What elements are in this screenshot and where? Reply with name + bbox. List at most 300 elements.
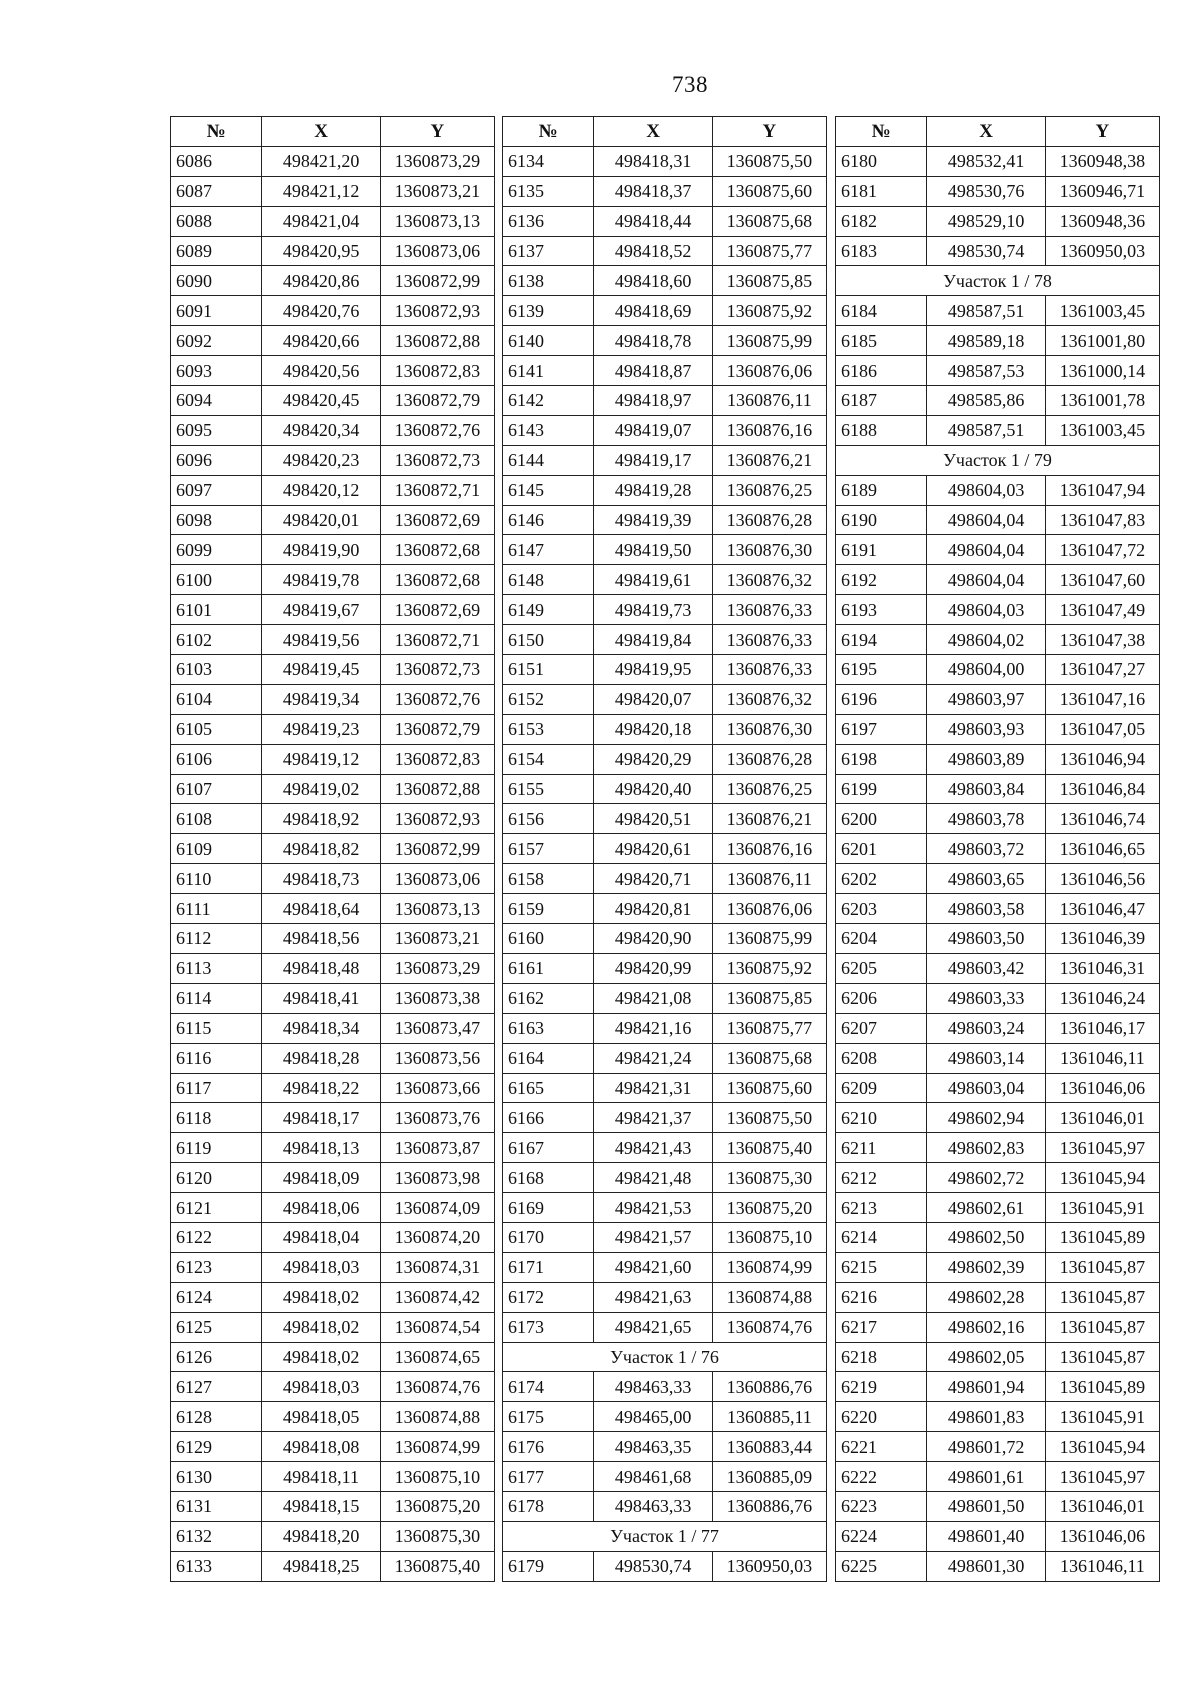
point-number-cell: 6088	[171, 206, 262, 236]
x-coordinate-cell: 498419,67	[262, 595, 380, 625]
point-number-cell: 6142	[503, 386, 594, 416]
y-coordinate-cell: 1360872,88	[380, 774, 494, 804]
x-coordinate-cell: 498418,04	[262, 1222, 380, 1252]
point-number-cell: 6184	[836, 296, 927, 326]
column-header-y: Y	[380, 117, 494, 147]
point-number-cell: 6115	[171, 1013, 262, 1043]
y-coordinate-cell: 1360876,28	[712, 505, 826, 535]
y-coordinate-cell: 1360875,20	[380, 1491, 494, 1521]
y-coordinate-cell: 1360873,56	[380, 1043, 494, 1073]
x-coordinate-cell: 498603,04	[927, 1073, 1045, 1103]
point-number-cell: 6093	[171, 356, 262, 386]
table-row	[171, 1043, 495, 1073]
point-number-cell: 6150	[503, 625, 594, 655]
point-number-cell: 6222	[836, 1462, 927, 1492]
x-coordinate-cell: 498420,40	[594, 774, 712, 804]
x-coordinate-cell: 498602,39	[927, 1252, 1045, 1282]
x-coordinate-cell: 498420,95	[262, 236, 380, 266]
x-coordinate-cell: 498603,65	[927, 864, 1045, 894]
x-coordinate-cell: 498418,44	[594, 206, 712, 236]
point-number-cell: 6132	[171, 1521, 262, 1551]
y-coordinate-cell: 1360875,60	[712, 176, 826, 206]
table-row	[503, 415, 827, 445]
point-number-cell: 6216	[836, 1282, 927, 1312]
x-coordinate-cell: 498420,12	[262, 475, 380, 505]
point-number-cell: 6169	[503, 1193, 594, 1223]
table-row	[171, 386, 495, 416]
table-row	[503, 296, 827, 326]
x-coordinate-cell: 498418,28	[262, 1043, 380, 1073]
point-number-cell: 6100	[171, 565, 262, 595]
column-header-number: №	[171, 117, 262, 147]
y-coordinate-cell: 1361047,16	[1045, 684, 1159, 714]
x-coordinate-cell: 498418,08	[262, 1432, 380, 1462]
table-row	[503, 953, 827, 983]
x-coordinate-cell: 498419,45	[262, 655, 380, 685]
y-coordinate-cell: 1361046,31	[1045, 953, 1159, 983]
y-coordinate-cell: 1361003,45	[1045, 296, 1159, 326]
x-coordinate-cell: 498421,65	[594, 1312, 712, 1342]
x-coordinate-cell: 498604,03	[927, 475, 1045, 505]
x-coordinate-cell: 498463,33	[594, 1372, 712, 1402]
x-coordinate-cell: 498602,28	[927, 1282, 1045, 1312]
table-row	[836, 864, 1160, 894]
x-coordinate-cell: 498604,03	[927, 595, 1045, 625]
table-row	[503, 684, 827, 714]
x-coordinate-cell: 498419,50	[594, 535, 712, 565]
table-row	[836, 415, 1160, 445]
table-row	[836, 894, 1160, 924]
point-number-cell: 6176	[503, 1432, 594, 1462]
table-row	[503, 1073, 827, 1103]
y-coordinate-cell: 1360875,99	[712, 924, 826, 954]
table-row	[503, 894, 827, 924]
point-number-cell: 6219	[836, 1372, 927, 1402]
section-header-row	[503, 1342, 827, 1372]
x-coordinate-cell: 498420,56	[262, 356, 380, 386]
point-number-cell: 6207	[836, 1013, 927, 1043]
x-coordinate-cell: 498420,51	[594, 804, 712, 834]
table-row	[171, 894, 495, 924]
point-number-cell: 6204	[836, 924, 927, 954]
y-coordinate-cell: 1360873,21	[380, 924, 494, 954]
point-number-cell: 6178	[503, 1491, 594, 1521]
x-coordinate-cell: 498420,01	[262, 505, 380, 535]
x-coordinate-cell: 498420,86	[262, 266, 380, 296]
table-row	[503, 1252, 827, 1282]
section-header-row	[836, 266, 1160, 296]
point-number-cell: 6181	[836, 176, 927, 206]
table-row	[503, 206, 827, 236]
x-coordinate-cell: 498420,71	[594, 864, 712, 894]
table-row	[171, 1342, 495, 1372]
column-header-x: X	[594, 117, 712, 147]
point-number-cell: 6206	[836, 983, 927, 1013]
column-header-x: X	[262, 117, 380, 147]
point-number-cell: 6201	[836, 834, 927, 864]
table-row	[171, 864, 495, 894]
point-number-cell: 6173	[503, 1312, 594, 1342]
x-coordinate-cell: 498418,06	[262, 1193, 380, 1223]
point-number-cell: 6194	[836, 625, 927, 655]
y-coordinate-cell: 1360876,33	[712, 625, 826, 655]
x-coordinate-cell: 498418,05	[262, 1402, 380, 1432]
x-coordinate-cell: 498421,57	[594, 1222, 712, 1252]
point-number-cell: 6127	[171, 1372, 262, 1402]
y-coordinate-cell: 1361046,47	[1045, 894, 1159, 924]
table-row	[503, 475, 827, 505]
point-number-cell: 6224	[836, 1521, 927, 1551]
x-coordinate-cell: 498602,05	[927, 1342, 1045, 1372]
table-row	[836, 1282, 1160, 1312]
y-coordinate-cell: 1360874,76	[712, 1312, 826, 1342]
y-coordinate-cell: 1360872,71	[380, 625, 494, 655]
table-row	[836, 1163, 1160, 1193]
x-coordinate-cell: 498603,84	[927, 774, 1045, 804]
point-number-cell: 6165	[503, 1073, 594, 1103]
point-number-cell: 6203	[836, 894, 927, 924]
x-coordinate-cell: 498604,02	[927, 625, 1045, 655]
point-number-cell: 6182	[836, 206, 927, 236]
y-coordinate-cell: 1360873,76	[380, 1103, 494, 1133]
y-coordinate-cell: 1360876,16	[712, 834, 826, 864]
table-row	[171, 1222, 495, 1252]
y-coordinate-cell: 1360948,36	[1045, 206, 1159, 236]
point-number-cell: 6218	[836, 1342, 927, 1372]
y-coordinate-cell: 1360950,03	[1045, 236, 1159, 266]
x-coordinate-cell: 498421,43	[594, 1133, 712, 1163]
point-number-cell: 6160	[503, 924, 594, 954]
table-row	[171, 1163, 495, 1193]
x-coordinate-cell: 498463,33	[594, 1491, 712, 1521]
point-number-cell: 6147	[503, 535, 594, 565]
x-coordinate-cell: 498418,03	[262, 1372, 380, 1402]
table-row	[836, 625, 1160, 655]
x-coordinate-cell: 498419,78	[262, 565, 380, 595]
point-number-cell: 6210	[836, 1103, 927, 1133]
table-row	[171, 834, 495, 864]
table-row	[171, 744, 495, 774]
table-row	[836, 1103, 1160, 1133]
point-number-cell: 6196	[836, 684, 927, 714]
table-row	[171, 1133, 495, 1163]
point-number-cell: 6091	[171, 296, 262, 326]
y-coordinate-cell: 1360872,93	[380, 804, 494, 834]
y-coordinate-cell: 1360875,60	[712, 1073, 826, 1103]
y-coordinate-cell: 1360876,30	[712, 535, 826, 565]
y-coordinate-cell: 1360875,68	[712, 206, 826, 236]
y-coordinate-cell: 1361046,39	[1045, 924, 1159, 954]
table-row	[836, 146, 1160, 176]
point-number-cell: 6209	[836, 1073, 927, 1103]
table-row	[836, 1432, 1160, 1462]
x-coordinate-cell: 498421,24	[594, 1043, 712, 1073]
y-coordinate-cell: 1361047,83	[1045, 505, 1159, 535]
y-coordinate-cell: 1360875,77	[712, 1013, 826, 1043]
point-number-cell: 6168	[503, 1163, 594, 1193]
y-coordinate-cell: 1360873,98	[380, 1163, 494, 1193]
point-number-cell: 6163	[503, 1013, 594, 1043]
y-coordinate-cell: 1360872,73	[380, 445, 494, 475]
point-number-cell: 6128	[171, 1402, 262, 1432]
y-coordinate-cell: 1360872,76	[380, 415, 494, 445]
y-coordinate-cell: 1360874,42	[380, 1282, 494, 1312]
table-row	[171, 1402, 495, 1432]
point-number-cell: 6120	[171, 1163, 262, 1193]
table-row	[171, 625, 495, 655]
y-coordinate-cell: 1361046,17	[1045, 1013, 1159, 1043]
point-number-cell: 6105	[171, 714, 262, 744]
point-number-cell: 6111	[171, 894, 262, 924]
y-coordinate-cell: 1360875,92	[712, 953, 826, 983]
x-coordinate-cell: 498418,73	[262, 864, 380, 894]
table-row	[171, 1521, 495, 1551]
point-number-cell: 6130	[171, 1462, 262, 1492]
point-number-cell: 6099	[171, 535, 262, 565]
x-coordinate-cell: 498602,16	[927, 1312, 1045, 1342]
y-coordinate-cell: 1360872,69	[380, 505, 494, 535]
point-number-cell: 6202	[836, 864, 927, 894]
table-row	[171, 924, 495, 954]
x-coordinate-cell: 498532,41	[927, 146, 1045, 176]
y-coordinate-cell: 1360875,77	[712, 236, 826, 266]
y-coordinate-cell: 1360872,88	[380, 326, 494, 356]
y-coordinate-cell: 1361046,65	[1045, 834, 1159, 864]
point-number-cell: 6104	[171, 684, 262, 714]
table-row	[171, 804, 495, 834]
point-number-cell: 6172	[503, 1282, 594, 1312]
table-row	[503, 386, 827, 416]
point-number-cell: 6117	[171, 1073, 262, 1103]
table-row	[836, 475, 1160, 505]
table-row	[503, 1462, 827, 1492]
table-row	[171, 326, 495, 356]
x-coordinate-cell: 498418,22	[262, 1073, 380, 1103]
table-row	[503, 864, 827, 894]
y-coordinate-cell: 1360876,30	[712, 714, 826, 744]
x-coordinate-cell: 498419,02	[262, 774, 380, 804]
table-row	[503, 1043, 827, 1073]
x-coordinate-cell: 498421,08	[594, 983, 712, 1013]
section-title: Участок 1 / 77	[503, 1521, 827, 1551]
table-row	[503, 1491, 827, 1521]
point-number-cell: 6215	[836, 1252, 927, 1282]
table-row	[836, 924, 1160, 954]
x-coordinate-cell: 498601,30	[927, 1551, 1045, 1581]
y-coordinate-cell: 1361045,91	[1045, 1402, 1159, 1432]
y-coordinate-cell: 1361045,97	[1045, 1462, 1159, 1492]
y-coordinate-cell: 1360946,71	[1045, 176, 1159, 206]
point-number-cell: 6156	[503, 804, 594, 834]
table-row	[171, 236, 495, 266]
point-number-cell: 6192	[836, 565, 927, 595]
table-row	[503, 834, 827, 864]
table-row	[171, 1312, 495, 1342]
x-coordinate-cell: 498530,74	[927, 236, 1045, 266]
x-coordinate-cell: 498421,20	[262, 146, 380, 176]
y-coordinate-cell: 1360885,11	[712, 1402, 826, 1432]
point-number-cell: 6197	[836, 714, 927, 744]
y-coordinate-cell: 1361046,01	[1045, 1103, 1159, 1133]
y-coordinate-cell: 1360875,85	[712, 983, 826, 1013]
x-coordinate-cell: 498419,17	[594, 445, 712, 475]
x-coordinate-cell: 498604,04	[927, 505, 1045, 535]
y-coordinate-cell: 1361045,94	[1045, 1163, 1159, 1193]
point-number-cell: 6177	[503, 1462, 594, 1492]
x-coordinate-cell: 498419,12	[262, 744, 380, 774]
y-coordinate-cell: 1360875,10	[712, 1222, 826, 1252]
table-row	[503, 804, 827, 834]
y-coordinate-cell: 1360873,13	[380, 206, 494, 236]
point-number-cell: 6167	[503, 1133, 594, 1163]
table-row	[836, 655, 1160, 685]
y-coordinate-cell: 1360875,92	[712, 296, 826, 326]
x-coordinate-cell: 498419,73	[594, 595, 712, 625]
table-row	[836, 744, 1160, 774]
point-number-cell: 6137	[503, 236, 594, 266]
x-coordinate-cell: 498602,83	[927, 1133, 1045, 1163]
y-coordinate-cell: 1361046,06	[1045, 1521, 1159, 1551]
x-coordinate-cell: 498418,97	[594, 386, 712, 416]
point-number-cell: 6223	[836, 1491, 927, 1521]
point-number-cell: 6198	[836, 744, 927, 774]
x-coordinate-cell: 498419,39	[594, 505, 712, 535]
table-row	[171, 296, 495, 326]
x-coordinate-cell: 498601,72	[927, 1432, 1045, 1462]
table-row	[503, 1133, 827, 1163]
table-row	[171, 266, 495, 296]
y-coordinate-cell: 1360876,21	[712, 804, 826, 834]
point-number-cell: 6145	[503, 475, 594, 505]
y-coordinate-cell: 1361045,87	[1045, 1312, 1159, 1342]
x-coordinate-cell: 498418,09	[262, 1163, 380, 1193]
x-coordinate-cell: 498418,11	[262, 1462, 380, 1492]
point-number-cell: 6131	[171, 1491, 262, 1521]
x-coordinate-cell: 498587,51	[927, 415, 1045, 445]
table-row	[836, 1252, 1160, 1282]
x-coordinate-cell: 498604,04	[927, 565, 1045, 595]
table-row	[171, 1193, 495, 1223]
point-number-cell: 6140	[503, 326, 594, 356]
x-coordinate-cell: 498420,90	[594, 924, 712, 954]
y-coordinate-cell: 1360875,85	[712, 266, 826, 296]
y-coordinate-cell: 1361000,14	[1045, 356, 1159, 386]
table-row	[836, 505, 1160, 535]
section-title: Участок 1 / 79	[836, 445, 1160, 475]
y-coordinate-cell: 1361046,01	[1045, 1491, 1159, 1521]
table-row	[171, 505, 495, 535]
point-number-cell: 6089	[171, 236, 262, 266]
y-coordinate-cell: 1360875,30	[712, 1163, 826, 1193]
point-number-cell: 6174	[503, 1372, 594, 1402]
point-number-cell: 6114	[171, 983, 262, 1013]
y-coordinate-cell: 1360876,11	[712, 864, 826, 894]
x-coordinate-cell: 498418,25	[262, 1551, 380, 1581]
point-number-cell: 6112	[171, 924, 262, 954]
point-number-cell: 6143	[503, 415, 594, 445]
x-coordinate-cell: 498465,00	[594, 1402, 712, 1432]
table-row	[171, 1372, 495, 1402]
point-number-cell: 6086	[171, 146, 262, 176]
x-coordinate-cell: 498421,04	[262, 206, 380, 236]
y-coordinate-cell: 1360873,66	[380, 1073, 494, 1103]
table-row	[836, 1372, 1160, 1402]
point-number-cell: 6212	[836, 1163, 927, 1193]
point-number-cell: 6103	[171, 655, 262, 685]
x-coordinate-cell: 498419,34	[262, 684, 380, 714]
point-number-cell: 6141	[503, 356, 594, 386]
x-coordinate-cell: 498420,66	[262, 326, 380, 356]
table-row	[503, 176, 827, 206]
table-row	[503, 774, 827, 804]
point-number-cell: 6116	[171, 1043, 262, 1073]
y-coordinate-cell: 1361045,97	[1045, 1133, 1159, 1163]
x-coordinate-cell: 498419,23	[262, 714, 380, 744]
x-coordinate-cell: 498603,78	[927, 804, 1045, 834]
y-coordinate-cell: 1360876,28	[712, 744, 826, 774]
table-row	[836, 1133, 1160, 1163]
y-coordinate-cell: 1360872,99	[380, 266, 494, 296]
x-coordinate-cell: 498463,35	[594, 1432, 712, 1462]
y-coordinate-cell: 1360875,68	[712, 1043, 826, 1073]
table-row	[836, 386, 1160, 416]
point-number-cell: 6108	[171, 804, 262, 834]
section-title: Участок 1 / 78	[836, 266, 1160, 296]
point-number-cell: 6148	[503, 565, 594, 595]
column-header-number: №	[503, 117, 594, 147]
table-row	[503, 445, 827, 475]
y-coordinate-cell: 1360876,33	[712, 595, 826, 625]
coordinates-table-3	[835, 116, 1160, 1582]
y-coordinate-cell: 1360872,93	[380, 296, 494, 326]
y-coordinate-cell: 1360874,76	[380, 1372, 494, 1402]
x-coordinate-cell: 498418,13	[262, 1133, 380, 1163]
point-number-cell: 6149	[503, 595, 594, 625]
x-coordinate-cell: 498421,12	[262, 176, 380, 206]
table-row	[171, 1013, 495, 1043]
page-number: 738	[672, 72, 708, 97]
table-row	[171, 176, 495, 206]
y-coordinate-cell: 1361046,06	[1045, 1073, 1159, 1103]
y-coordinate-cell: 1360875,30	[380, 1521, 494, 1551]
point-number-cell: 6190	[836, 505, 927, 535]
x-coordinate-cell: 498585,86	[927, 386, 1045, 416]
y-coordinate-cell: 1360874,20	[380, 1222, 494, 1252]
point-number-cell: 6162	[503, 983, 594, 1013]
point-number-cell: 6126	[171, 1342, 262, 1372]
point-number-cell: 6180	[836, 146, 927, 176]
x-coordinate-cell: 498587,51	[927, 296, 1045, 326]
x-coordinate-cell: 498418,31	[594, 146, 712, 176]
x-coordinate-cell: 498418,02	[262, 1312, 380, 1342]
y-coordinate-cell: 1360886,76	[712, 1491, 826, 1521]
x-coordinate-cell: 498418,92	[262, 804, 380, 834]
x-coordinate-cell: 498418,52	[594, 236, 712, 266]
point-number-cell: 6125	[171, 1312, 262, 1342]
column-header-x: X	[927, 117, 1045, 147]
point-number-cell: 6200	[836, 804, 927, 834]
x-coordinate-cell: 498601,40	[927, 1521, 1045, 1551]
y-coordinate-cell: 1360872,68	[380, 565, 494, 595]
x-coordinate-cell: 498603,93	[927, 714, 1045, 744]
table-row	[171, 1462, 495, 1492]
table-row	[836, 1521, 1160, 1551]
x-coordinate-cell: 498418,56	[262, 924, 380, 954]
table-row	[171, 1551, 495, 1581]
y-coordinate-cell: 1361045,89	[1045, 1372, 1159, 1402]
x-coordinate-cell: 498529,10	[927, 206, 1045, 236]
table-row	[836, 326, 1160, 356]
